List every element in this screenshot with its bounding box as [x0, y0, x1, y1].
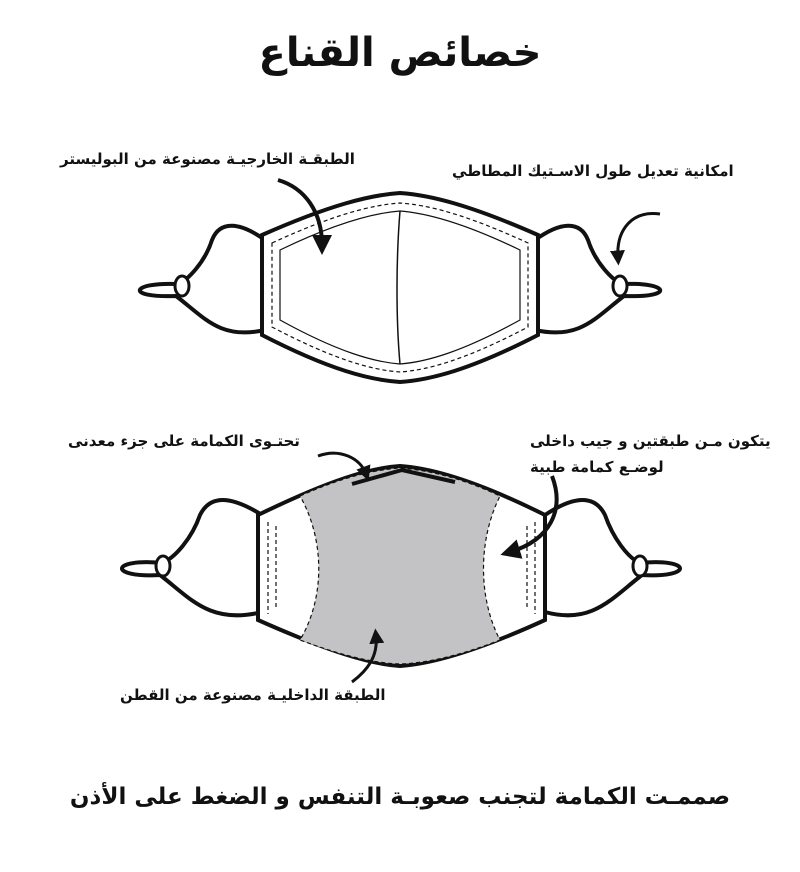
label-outer-layer: الطبقـة الخارجيـة مصنوعة من البوليستر	[60, 150, 355, 168]
label-pocket-line1: يتكون مـن طبقتين و جيب داخلى	[530, 432, 771, 450]
label-inner-layer: الطبقة الداخليـة مصنوعة من القطن	[120, 686, 386, 704]
right-ear-loop	[535, 226, 660, 333]
inner-mask	[122, 453, 680, 682]
right-ear-loop-2	[545, 500, 680, 615]
arrow-elastic	[618, 213, 660, 258]
left-cord-lock	[175, 276, 189, 296]
outer-mask-body	[262, 193, 538, 382]
left-cord-lock-2	[156, 556, 170, 576]
label-pocket-line2: لوضـع كمامة طبية	[530, 458, 664, 476]
label-elastic: امكانية تعديل طول الاسـتيك المطاطي	[452, 162, 734, 180]
arrow-metal	[318, 453, 366, 474]
right-cord-lock	[613, 276, 627, 296]
inner-cotton-layer	[300, 468, 500, 664]
footer-caption: صممـت الكمامة لتجنب صعوبـة التنفس و الضغط على الأذن	[69, 784, 731, 810]
left-ear-loop	[140, 226, 265, 333]
outer-mask	[140, 180, 660, 382]
label-pocket	[530, 428, 771, 480]
left-ear-loop-2	[122, 500, 262, 615]
label-metal-part: تحتـوى الكمامة على جزء معدنى	[68, 432, 300, 450]
page-title: خصائص القناع	[258, 30, 542, 76]
right-cord-lock-2	[633, 556, 647, 576]
